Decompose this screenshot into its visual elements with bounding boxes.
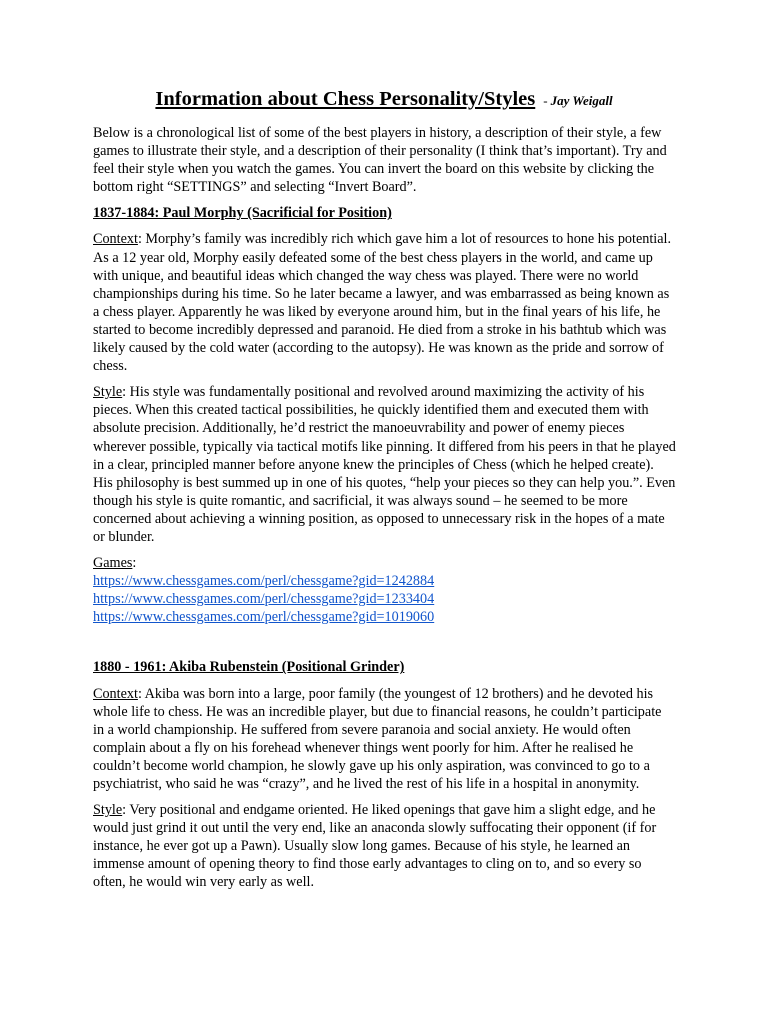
games-label: Games xyxy=(93,555,133,572)
section-rubenstein xyxy=(93,658,676,891)
title-row xyxy=(0,88,768,111)
intro-paragraph: Below is a chronological list of some of the best players in history, a description of their style, a few games to illustrate their style, and a description of their personality (I think that’s important). Try and feel their style when you watch the games. You can invert the board on this website by clicking the bottom right “SETTINGS” and selecting “Invert Board”. xyxy=(93,125,667,196)
games-colon: : xyxy=(132,555,137,572)
game-link-3[interactable]: https://www.chessgames.com/perl/chessgame?gid=1019060 xyxy=(93,609,435,626)
games-label-line xyxy=(93,554,676,572)
style-label: Style xyxy=(93,802,123,819)
author-name: Jay Weigall xyxy=(550,93,613,108)
style-paragraph xyxy=(93,801,676,891)
game-link-2[interactable]: https://www.chessgames.com/perl/chessgame?gid=1233404 xyxy=(93,591,435,608)
context-text: : Akiba was born into a large, poor family (the youngest of 12 brothers) and he devoted his whole life to chess. He was an incredible player, but due to financial reasons, he couldn’t participate in a world championship. He suffered from severe paranoia and social anxiety. He would often complain about a fly on his forehead whenever things went poorly for him. After he realised he couldn’t become world champion, he slowly gave up his only aspiration, was convinced to go to a psychiatrist, who said he was “crazy”, and he lived the rest of his life in a hospital in anonymity. xyxy=(93,685,662,792)
section-heading: 1880 - 1961: Akiba Rubenstein (Positional Grinder) xyxy=(93,659,405,676)
section-morphy xyxy=(93,204,676,626)
section-spacer xyxy=(93,626,676,658)
style-text: : His style was fundamentally positional and revolved around maximizing the activity of his pieces. When this created tactical possibilities, he quickly identified them and executed them with absolute precision. Additionally, he’d restrict the manoeuvrability and power of enemy pieces wherever possible, typically via tactical motifs like pinning. It differed from his peers in that he played in a clear, principled manner before anyone knew the principles of Chess (which he helped create). His philosophy is best summed up in one of his quotes, “help your pieces so they can help you.”. Even though his style is quite romantic, and sacrificial, it was always sound – he seemed to be more concerned about achieving a winning position, as opposed to unnecessary risk in the hopes of a mate or blunder. xyxy=(93,384,676,545)
page-title: Information about Chess Personality/Styles xyxy=(155,88,536,110)
section-heading: 1837-1884: Paul Morphy (Sacrificial for Position) xyxy=(93,205,392,222)
context-paragraph xyxy=(93,230,676,375)
context-text: : Morphy’s family was incredibly rich which gave him a lot of resources to hone his potential. As a 12 year old, Morphy easily defeated some of the best chess players in the world, and came up with unique, and beautiful ideas which changed the way chess was played. There were no world championships during his time. So he later became a lawyer, and was embarrassed as being known as a chess player. Apparently he was liked by everyone around him, but in the final years of his life, he started to become incredibly depressed and paranoid. He died from a stroke in his bathtub which was likely caused by the cold water (according to the autopsy). He was known as the pride and sorrow of chess. xyxy=(93,231,672,375)
games-block xyxy=(93,554,676,626)
style-text: : Very positional and endgame oriented. He liked openings that gave him a slight edge, and he would just grind it out until the very end, like an anaconda slowly suffocating their opponent (if for instance, he ever got up a Pawn). Usually slow long games. Because of his style, he learned an immense amount of opening theory to find those early advantages to cling on to, and so every so often, he would win very early as well. xyxy=(93,802,657,891)
context-label: Context xyxy=(93,231,138,248)
game-link-1[interactable]: https://www.chessgames.com/perl/chessgame?gid=1242884 xyxy=(93,573,435,590)
style-label: Style xyxy=(93,384,123,401)
context-label: Context xyxy=(93,685,138,702)
context-paragraph xyxy=(93,685,676,794)
title-separator: - xyxy=(543,93,548,108)
style-paragraph xyxy=(93,383,676,546)
document-body xyxy=(93,124,676,900)
